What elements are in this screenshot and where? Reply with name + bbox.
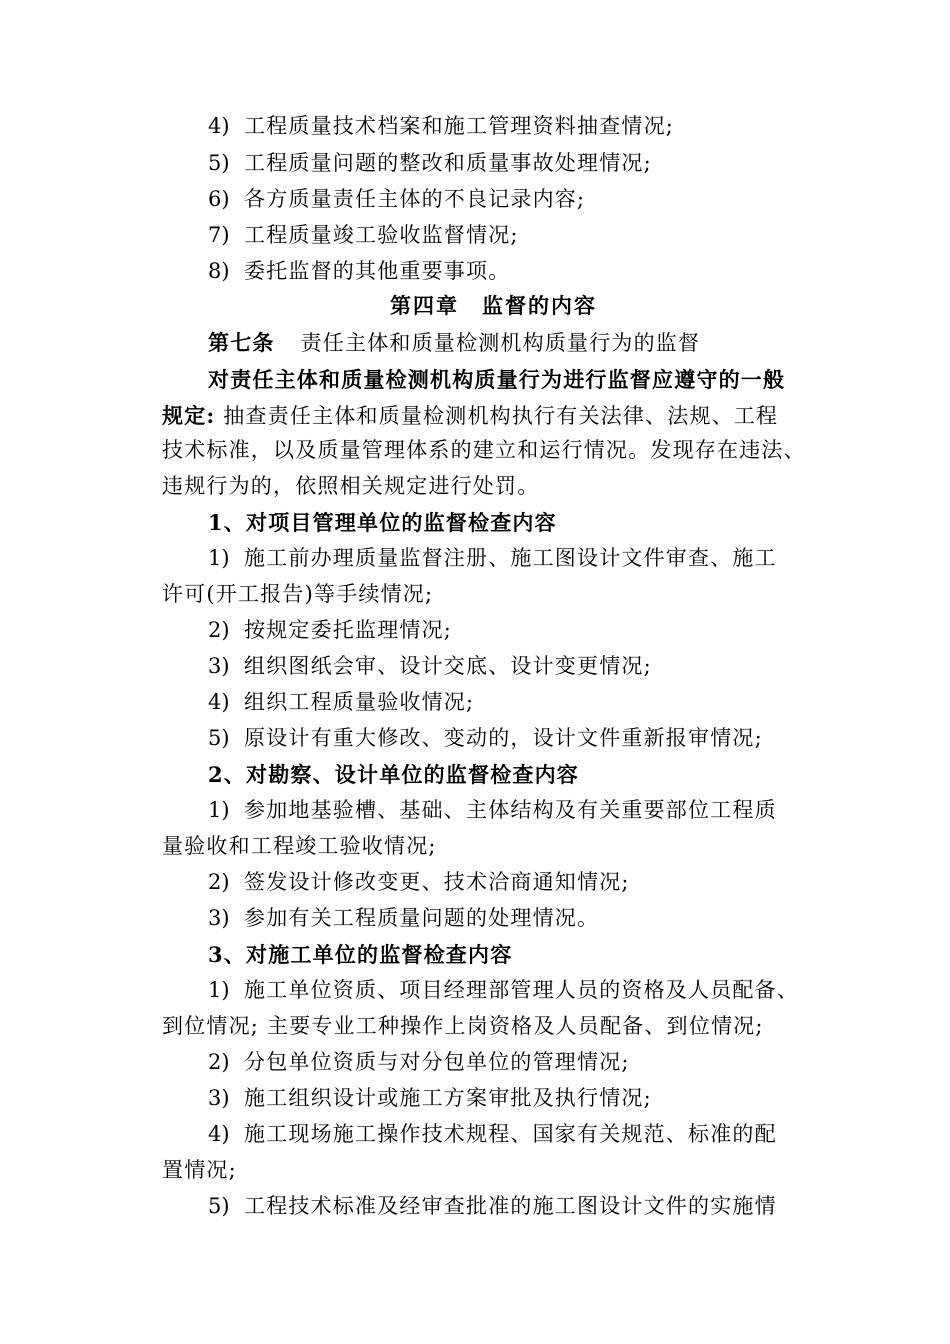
item-text: 分包单位资质与对分包单位的管理情况; xyxy=(244,1050,630,1074)
item-number: 6) xyxy=(208,187,230,211)
general-paragraph-line xyxy=(0,397,778,434)
item-number: 3) xyxy=(208,906,230,930)
list-item xyxy=(0,108,674,145)
item-number: 7) xyxy=(208,223,230,247)
item-text: 组织图纸会审、设计交底、设计变更情况; xyxy=(244,654,652,678)
item-text: 参加地基验槽、基础、主体结构及有关重要部位工程质 xyxy=(244,798,777,822)
item-number: 5) xyxy=(208,1194,230,1218)
list-item xyxy=(0,720,763,757)
list-item-continuation: 置情况; xyxy=(162,1158,237,1182)
general-paragraph-line: 违规行为的，依照相关规定进行处罚。 xyxy=(162,474,540,498)
item-number: 2) xyxy=(208,1050,230,1074)
section-heading: 2、对勘察、设计单位的监督检查内容 xyxy=(208,762,580,787)
list-item xyxy=(0,612,452,649)
list-item xyxy=(0,217,519,254)
list-item xyxy=(0,181,585,218)
chapter-heading: 第四章 监督的内容 xyxy=(390,293,597,318)
general-heading-end: 规定: xyxy=(162,403,216,428)
item-text: 工程质量技术档案和施工管理资料抽查情况; xyxy=(244,114,675,138)
item-number: 3) xyxy=(208,1086,230,1110)
item-text: 施工单位资质、项目经理部管理人员的资格及人员配备、 xyxy=(244,978,799,1002)
item-number: 5) xyxy=(208,726,230,750)
general-paragraph-line: 技术标准，以及质量管理体系的建立和运行情况。发现存在违法、 xyxy=(162,438,806,462)
list-item xyxy=(0,540,777,577)
item-number: 1) xyxy=(208,798,230,822)
item-number: 3) xyxy=(208,654,230,678)
list-item xyxy=(0,648,652,685)
item-number: 4) xyxy=(208,690,230,714)
item-number: 8) xyxy=(208,259,230,283)
list-item xyxy=(0,1080,652,1117)
article-text: 责任主体和质量检测机构质量行为的监督 xyxy=(300,331,701,355)
item-number: 2) xyxy=(208,870,230,894)
list-item xyxy=(0,972,799,1009)
list-item xyxy=(0,1116,777,1153)
item-text: 工程质量问题的整改和质量事故处理情况; xyxy=(244,151,652,175)
item-number: 1) xyxy=(208,978,230,1002)
item-text: 原设计有重大修改、变动的，设计文件重新报审情况; xyxy=(244,726,763,750)
item-number: 4) xyxy=(208,114,230,138)
list-item xyxy=(0,900,599,937)
item-text: 按规定委托监理情况; xyxy=(244,618,453,642)
list-item-continuation: 许可(开工报告)等手续情况; xyxy=(162,582,434,606)
item-text: 施工前办理质量监督注册、施工图设计文件审查、施工 xyxy=(244,546,777,570)
list-item xyxy=(0,253,510,290)
item-text: 施工现场施工操作技术规程、国家有关规范、标准的配 xyxy=(244,1122,777,1146)
list-item xyxy=(0,145,652,182)
list-item-continuation: 量验收和工程竣工验收情况; xyxy=(162,834,437,858)
list-item xyxy=(0,1044,630,1081)
article-line xyxy=(0,324,700,361)
item-text: 签发设计修改变更、技术洽商通知情况; xyxy=(244,870,630,894)
item-text: 工程质量竣工验收监督情况; xyxy=(244,223,519,247)
item-text: 施工组织设计或施工方案审批及执行情况; xyxy=(244,1086,652,1110)
list-item xyxy=(0,684,474,721)
article-label: 第七条 xyxy=(208,330,275,355)
item-number: 2) xyxy=(208,618,230,642)
list-item xyxy=(0,864,630,901)
general-heading: 对责任主体和质量检测机构质量行为进行监督应遵守的一般 xyxy=(208,367,786,392)
item-text: 工程技术标准及经审查批准的施工图设计文件的实施情 xyxy=(244,1194,777,1218)
paragraph-text: 抽查责任主体和质量检测机构执行有关法律、法规、工程 xyxy=(223,404,779,428)
item-number: 1) xyxy=(208,546,230,570)
list-item xyxy=(0,792,777,829)
list-item xyxy=(0,1188,777,1225)
item-text: 组织工程质量验收情况; xyxy=(244,690,475,714)
item-text: 参加有关工程质量问题的处理情况。 xyxy=(244,906,600,930)
item-text: 委托监督的其他重要事项。 xyxy=(244,259,511,283)
list-item-continuation: 到位情况; 主要专业工种操作上岗资格及人员配备、到位情况; xyxy=(162,1014,764,1038)
item-text: 各方质量责任主体的不良记录内容; xyxy=(244,187,586,211)
section-heading: 1、对项目管理单位的监督检查内容 xyxy=(208,510,557,535)
section-heading: 3、对施工单位的监督检查内容 xyxy=(208,942,513,967)
item-number: 5) xyxy=(208,151,230,175)
item-number: 4) xyxy=(208,1122,230,1146)
